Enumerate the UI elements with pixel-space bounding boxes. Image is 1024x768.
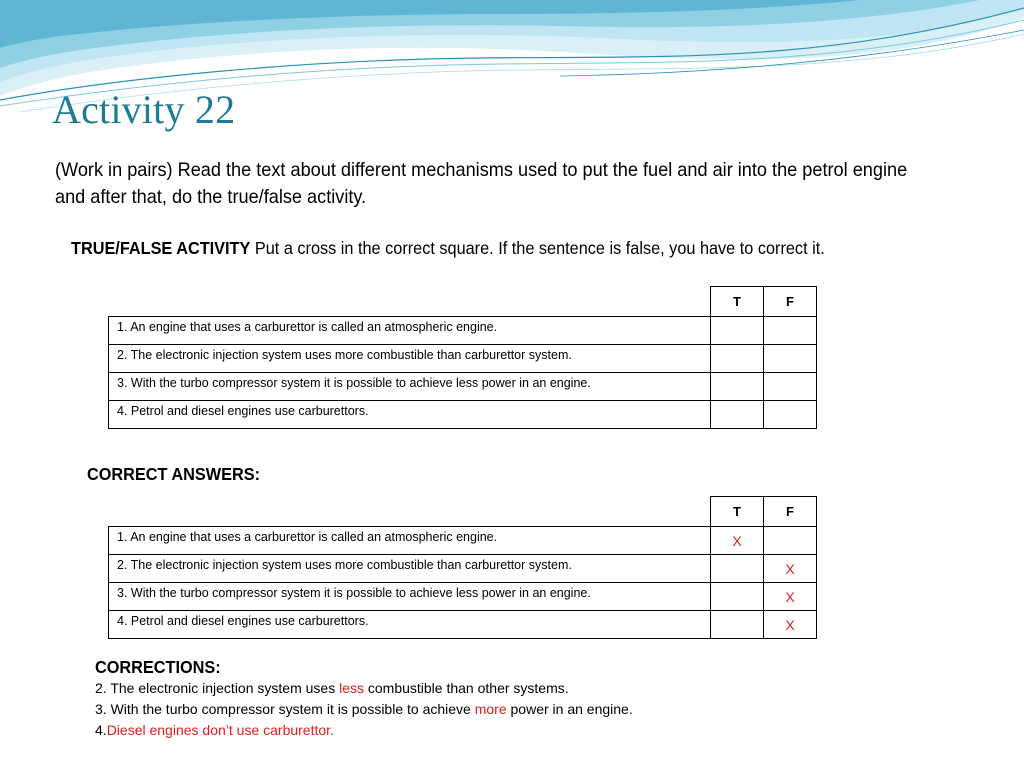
instruction-label: TRUE/FALSE ACTIVITY	[71, 238, 251, 258]
true-mark-cell: X	[711, 527, 764, 555]
slide-title: Activity 22	[52, 87, 236, 132]
true-checkbox-cell[interactable]	[711, 317, 764, 345]
correction-text: combustible than other systems.	[363, 680, 569, 696]
correct-answers-heading: CORRECT ANSWERS:	[87, 464, 260, 484]
statement-cell: 1. An engine that uses a carburettor is called an atmospheric engine.	[109, 317, 711, 345]
statement-cell: 1. An engine that uses a carburettor is called an atmospheric engine.	[109, 527, 711, 555]
false-mark-cell: X	[764, 611, 817, 639]
column-header-t: T	[711, 497, 764, 527]
correction-line	[95, 699, 633, 720]
correction-line	[95, 678, 633, 699]
table-header-row	[109, 497, 817, 527]
correction-highlight: Diesel engines don’t use carburettor.	[106, 722, 334, 738]
true-mark-cell	[711, 555, 764, 583]
statement-cell: 4. Petrol and diesel engines use carburettors.	[109, 611, 711, 639]
false-mark-cell: X	[764, 583, 817, 611]
correction-highlight: less	[339, 680, 364, 696]
corrections-heading: CORRECTIONS:	[95, 657, 221, 677]
correction-highlight: more	[474, 701, 507, 717]
correction-text: 3. With the turbo compressor system it is possible to achieve	[95, 701, 475, 717]
table-row	[109, 583, 817, 611]
true-checkbox-cell[interactable]	[711, 373, 764, 401]
header-spacer	[109, 287, 711, 317]
table-header-row	[109, 287, 817, 317]
correction-text: 2. The electronic injection system uses	[95, 680, 340, 696]
correction-line	[95, 720, 633, 741]
true-checkbox-cell[interactable]	[711, 401, 764, 429]
statement-cell: 3. With the turbo compressor system it is possible to achieve less power in an engine.	[109, 583, 711, 611]
correction-text: 4.	[95, 722, 107, 738]
table-row	[109, 401, 817, 429]
table-row	[109, 317, 817, 345]
false-checkbox-cell[interactable]	[764, 345, 817, 373]
header-spacer	[109, 497, 711, 527]
activity-instruction	[71, 237, 908, 259]
table-row	[109, 345, 817, 373]
table-row	[109, 555, 817, 583]
corrections-block	[95, 656, 633, 741]
statement-cell: 4. Petrol and diesel engines use carburettors.	[109, 401, 711, 429]
statement-cell: 3. With the turbo compressor system it is possible to achieve less power in an engine.	[109, 373, 711, 401]
statement-cell: 2. The electronic injection system uses more combustible than carburettor system.	[109, 345, 711, 373]
table-row	[109, 527, 817, 555]
false-checkbox-cell[interactable]	[764, 373, 817, 401]
false-checkbox-cell[interactable]	[764, 317, 817, 345]
column-header-t: T	[711, 287, 764, 317]
false-mark-cell	[764, 527, 817, 555]
true-mark-cell	[711, 583, 764, 611]
true-mark-cell	[711, 611, 764, 639]
false-mark-cell: X	[764, 555, 817, 583]
instruction-text: Put a cross in the correct square. If the sentence is false, you have to correct it.	[250, 238, 825, 258]
table-row	[109, 373, 817, 401]
statement-cell: 2. The electronic injection system uses more combustible than carburettor system.	[109, 555, 711, 583]
true-false-table	[108, 286, 817, 429]
column-header-f: F	[764, 497, 817, 527]
correction-text: power in an engine.	[506, 701, 633, 717]
intro-paragraph: (Work in pairs) Read the text about different mechanisms used to put the fuel and air into the petrol engine and after that, do the true/false activity.	[55, 159, 908, 208]
false-checkbox-cell[interactable]	[764, 401, 817, 429]
answers-table	[108, 496, 817, 639]
column-header-f: F	[764, 287, 817, 317]
true-checkbox-cell[interactable]	[711, 345, 764, 373]
table-row	[109, 611, 817, 639]
